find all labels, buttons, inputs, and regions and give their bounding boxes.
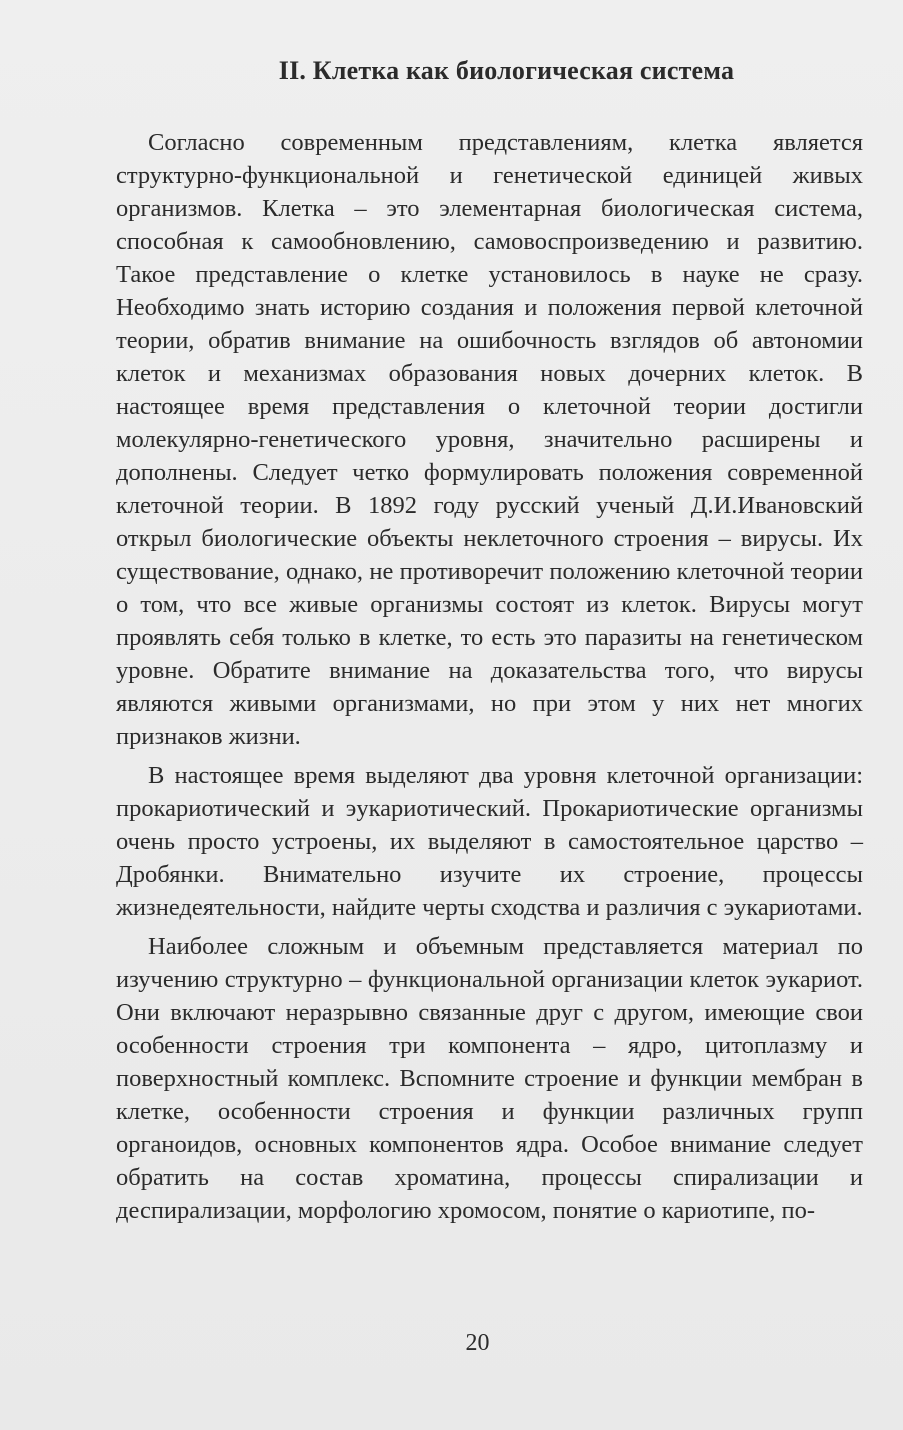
paragraph-3: Наиболее сложным и объемным представляется материал по изучению структурно – функциональной организации клеток эукариот. Они включают неразрывно связанные друг с другом, имеющие свои особенности строения три компонента – ядро, цитоплазму и поверхностный комплекс. Вспомните строение и функции мембран в клетке, особенности строения и функции различных групп органоидов, основных компонентов ядра. Особое внимание следует обратить на состав хроматина, процессы спирализации и деспирализации, морфологию хромосом, понятие о кариотипе, по- (116, 933, 863, 1224)
body-text (116, 126, 863, 1227)
page-number: 20 (465, 1330, 490, 1356)
paragraph-2: В настоящее время выделяют два уровня клеточной организации: прокариотический и эукариотический. Прокариотические организмы очень просто устроены, их выделяют в самостоятельное царство – Дробянки. Внимательно изучите их строение, процессы жизнедеятельности, найдите черты сходства и различия с эукариотами. (116, 762, 863, 921)
paragraph-1: Согласно современным представлениям, клетка является структурно-функциональной и генетической единицей живых организмов. Клетка – это элементарная биологическая система, способная к самообновлению, самовоспроизведению и развитию. Такое представление о клетке установилось в науке не сразу. Необходимо знать историю создания и положения первой клеточной теории, обратив внимание на ошибочность взглядов об автономии клеток и механизмах образования новых дочерних клеток. В настоящее время представления о клеточной теории достигли молекулярно-генетического уровня, значительно расширены и дополнены. Следует четко формулировать положения современной клеточной теории. В 1892 году русский ученый Д.И.Ивановский открыл биологические объекты неклеточного строения – вирусы. Их существование, однако, не противоречит положению клеточной теории о том, что все живые организмы состоят из клеток. Вирусы могут проявлять себя только в клетке, то есть это паразиты на генетическом уровне. Обратите внимание на доказательства того, что вирусы являются живыми организмами, но при этом у них нет многих признаков жизни. (116, 129, 863, 750)
section-title: II. Клетка как биологическая система (278, 56, 735, 85)
